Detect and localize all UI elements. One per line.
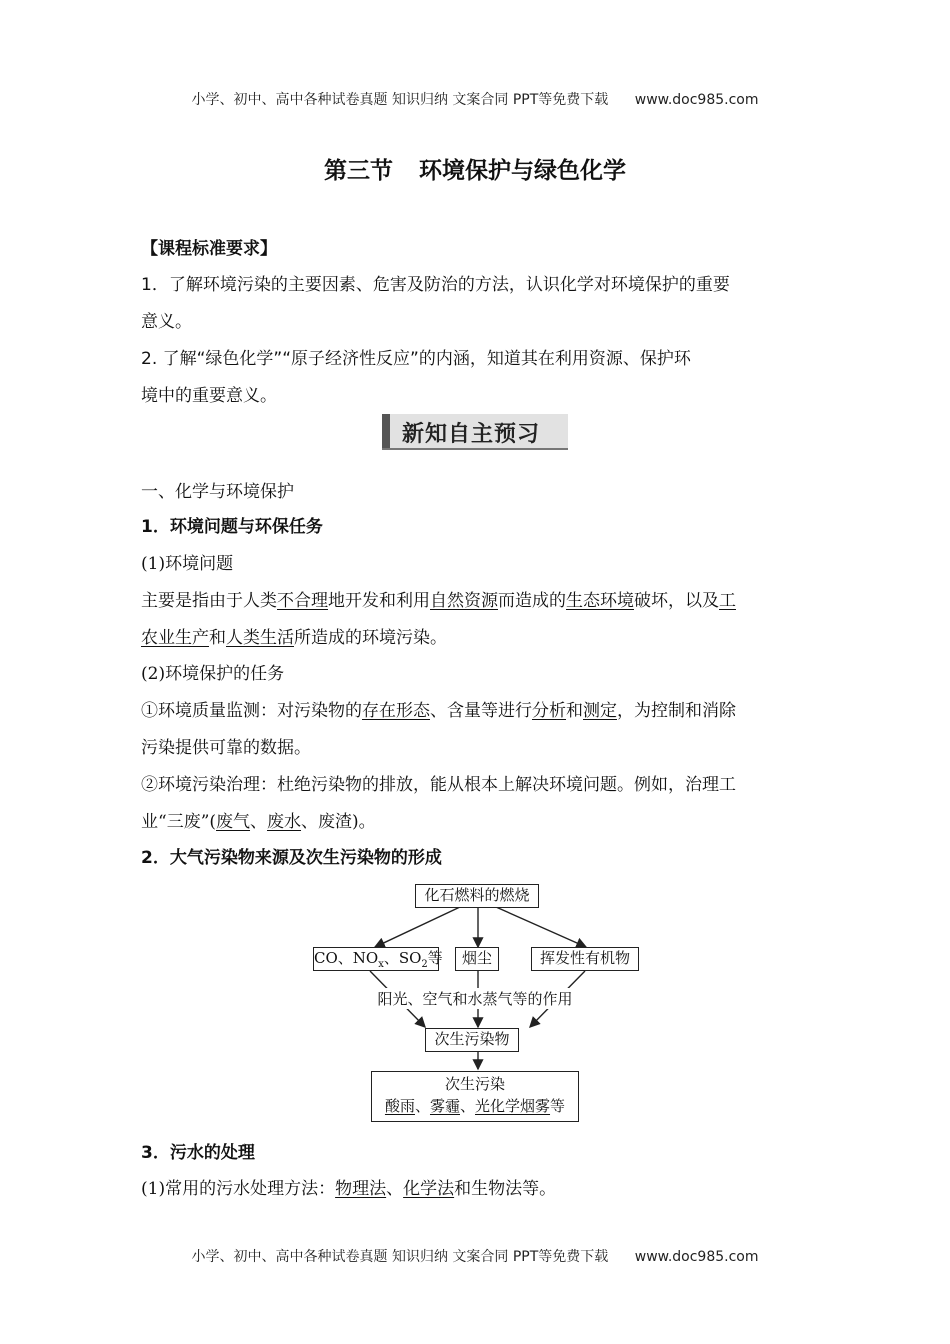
text-run: 破坏，以及 — [634, 591, 719, 611]
flow-node-secondary: 次生污染物 — [425, 1028, 519, 1052]
paragraph-2-label: (2)环境保护的任务 — [141, 664, 285, 684]
footer-url: www.doc985.com — [634, 1249, 759, 1265]
text-run: 和生物法等。 — [454, 1179, 557, 1199]
blank-answer: 废气 — [216, 812, 251, 832]
blank-answer: 自然资源 — [430, 591, 498, 611]
text-run: ①环境质量监测：对污染物的 — [141, 701, 362, 721]
paragraph-3-line1 — [141, 1178, 817, 1200]
subsection-1-heading: 1．环境问题与环保任务 — [141, 517, 323, 537]
flow-node-voc: 挥发性有机物 — [531, 947, 639, 971]
standards-item2-line2: 境中的重要意义。 — [141, 386, 277, 406]
text-run: 、SO — [383, 949, 422, 967]
flow-action-label: 阳光、空气和水蒸气等的作用 — [360, 988, 590, 1009]
text-run: 和 — [566, 701, 583, 721]
subscript: 2 — [421, 959, 428, 970]
paragraph-2a-line1 — [141, 700, 817, 722]
text-run: 主要是指由于人类 — [141, 591, 277, 611]
banner-text: 新知自主预习 — [402, 422, 541, 447]
text-run: (1)常用的污水处理方法： — [141, 1179, 336, 1199]
text-run: 等 — [550, 1097, 566, 1115]
paragraph-2b-line2 — [141, 811, 817, 833]
blank-answer: 测定 — [583, 701, 617, 721]
blank-answer: 农业生产 — [141, 628, 209, 648]
paragraph-2a-line2: 污染提供可靠的数据。 — [141, 738, 311, 758]
page-title — [0, 152, 950, 185]
text-run: 、 — [386, 1179, 404, 1199]
text-run: 地开发和利用 — [328, 591, 430, 611]
header-url: www.doc985.com — [634, 92, 759, 108]
subsection-2-heading: 2．大气污染物来源及次生污染物的形成 — [141, 848, 442, 868]
final-line1: 次生污染 — [444, 1075, 505, 1093]
arrow-top-left — [375, 907, 460, 947]
footer-text: 小学、初中、高中各种试卷真题 知识归纳 文案合同 PPT等免费下载 — [191, 1249, 609, 1265]
title-section: 第三节 — [324, 158, 393, 184]
standards-item1-line1: 1．了解环境污染的主要因素、危害及防治的方法，认识化学对环境保护的重要 — [141, 275, 730, 295]
blank-answer: 物理法 — [335, 1179, 387, 1199]
text-run: 业“三废”( — [141, 812, 217, 832]
blank-answer: 光化学烟雾 — [475, 1097, 551, 1115]
flow-node-final — [371, 1071, 579, 1122]
text-run: 所造成的环境污染。 — [294, 628, 447, 648]
flow-node-dust: 烟尘 — [455, 947, 499, 971]
standards-item2-line1: 2. 了解“绿色化学”“原子经济性反应”的内涵，知道其在利用资源、保护环 — [141, 349, 691, 369]
blank-answer: 雾霾 — [429, 1097, 460, 1115]
flow-node-fossil-fuel: 化石燃料的燃烧 — [415, 884, 539, 908]
banner-bar — [382, 414, 390, 448]
blank-answer: 人类生活 — [226, 628, 294, 648]
arrow-top-right — [496, 907, 586, 947]
blank-answer: 酸雨 — [384, 1097, 415, 1115]
paragraph-1-line2 — [141, 627, 817, 649]
blank-answer: 化学法 — [403, 1179, 455, 1199]
blank-answer: 存在形态 — [362, 701, 430, 721]
flow-node-gases — [313, 947, 443, 971]
blank-answer: 生态环境 — [566, 591, 634, 611]
text-run: 等 — [427, 949, 443, 967]
final-line2 — [372, 1095, 578, 1117]
section-heading: 一、化学与环境保护 — [141, 482, 294, 502]
text-run: 、 — [414, 1097, 430, 1115]
text-run: CO、NO — [314, 949, 379, 967]
text-run: 而造成的 — [498, 591, 566, 611]
text-run: 、废渣)。 — [301, 812, 376, 832]
blank-answer: 不合理 — [277, 591, 328, 611]
paragraph-2b-line1: ②环境污染治理：杜绝污染物的排放，能从根本上解决环境问题。例如，治理工 — [141, 775, 736, 795]
page-header — [0, 89, 950, 109]
blank-answer: 废水 — [267, 812, 302, 832]
text-run: 、 — [250, 812, 268, 832]
paragraph-1-line1 — [141, 590, 817, 612]
page-footer — [0, 1246, 950, 1266]
title-topic: 环境保护与绿色化学 — [419, 158, 626, 184]
standards-heading: 【课程标准要求】 — [141, 239, 277, 259]
blank-answer: 分析 — [532, 701, 566, 721]
text-run: 、含量等进行 — [430, 701, 532, 721]
subscript: x — [378, 959, 384, 970]
header-text: 小学、初中、高中各种试卷真题 知识归纳 文案合同 PPT等免费下载 — [191, 92, 609, 108]
standards-item1-line2: 意义。 — [141, 312, 192, 332]
blank-answer: 工 — [719, 591, 736, 611]
text-run: ，为控制和消除 — [617, 701, 736, 721]
preview-banner — [382, 414, 568, 450]
text-run: 、 — [460, 1097, 476, 1115]
subsection-3-heading: 3．污水的处理 — [141, 1143, 255, 1163]
text-run: 和 — [209, 628, 226, 648]
paragraph-1-label: (1)环境问题 — [141, 554, 234, 574]
